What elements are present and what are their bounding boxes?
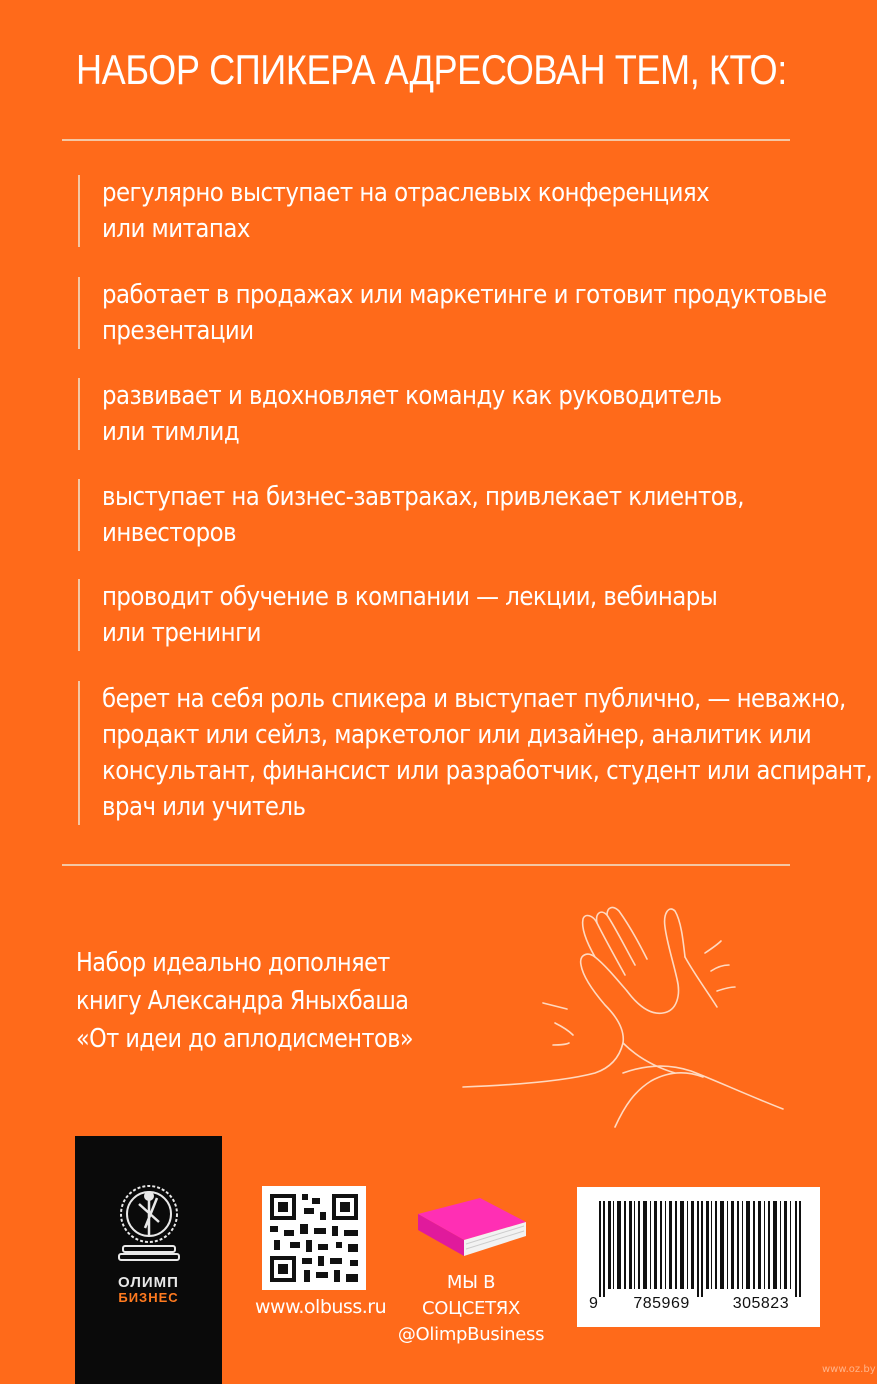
publisher-emblem-icon [109,1178,189,1268]
isbn-group-2: 305823 [732,1295,790,1312]
audience-item-line: или тимлид [102,417,240,447]
audience-item-line: консультант, финансист или разработчик, студент или аспирант, [102,756,873,786]
audience-item-line: презентации [102,316,254,346]
publisher-name-line2: БИЗНЕС [118,1290,179,1305]
barcode-bars [599,1201,804,1297]
barcode [577,1187,820,1327]
audience-item-line: берет на себя роль спикера и выступает публично, — неважно, [102,684,846,714]
audience-item-line: продакт или сейлз, маркетолог или дизайнер, аналитик или [102,720,812,750]
companion-book-note [76,944,496,1058]
book-icon [414,1196,530,1262]
bottom-divider [62,864,790,866]
audience-item-line: врач или учитель [102,792,306,822]
publisher-name-line1: ОЛИМП [118,1274,179,1291]
isbn-first-digit: 9 [589,1295,599,1312]
audience-item-line: или митапах [102,214,250,244]
audience-item-line: проводит обучение в компании — лекции, вебинары [102,582,718,612]
audience-item [78,277,838,349]
audience-item [78,479,838,551]
note-line: Набор идеально дополняет [76,948,390,978]
note-line: книгу Александра Яныхбаша [76,986,409,1016]
audience-item [78,681,873,825]
social-handle[interactable]: @OlimpBusiness [397,1324,545,1345]
social-media-caption [396,1270,546,1348]
website-link[interactable]: www.olbuss.ru [255,1296,387,1318]
page-title: НАБОР СПИКЕРА АДРЕСОВАН ТЕМ, КТО: [76,46,787,93]
top-divider [62,139,790,141]
isbn-digits [589,1295,809,1313]
audience-item [78,579,838,651]
social-label: МЫ В СОЦСЕТЯХ [421,1272,521,1319]
audience-item-line: инвесторов [102,518,237,548]
audience-item-line: регулярно выступает на отраслевых конференциях [102,178,710,208]
audience-item-line: развивает и вдохновляет команду как руководитель [102,381,722,411]
audience-item [78,175,838,247]
isbn-group-1: 785969 [633,1295,690,1312]
audience-item-line: работает в продажах или маркетинге и готовит продуктовые [102,280,827,310]
clapping-hands-illustration [455,895,795,1135]
note-line: «От идеи до аплодисментов» [76,1024,414,1054]
watermark: www.oz.by [822,1364,876,1375]
audience-item-line: или тренинги [102,618,261,648]
audience-item-line: выступает на бизнес-завтраках, привлекает клиентов, [102,482,744,512]
audience-item [78,378,838,450]
publisher-logo-panel [75,1136,222,1384]
qr-code-pattern [262,1186,366,1290]
qr-code[interactable] [262,1186,366,1290]
